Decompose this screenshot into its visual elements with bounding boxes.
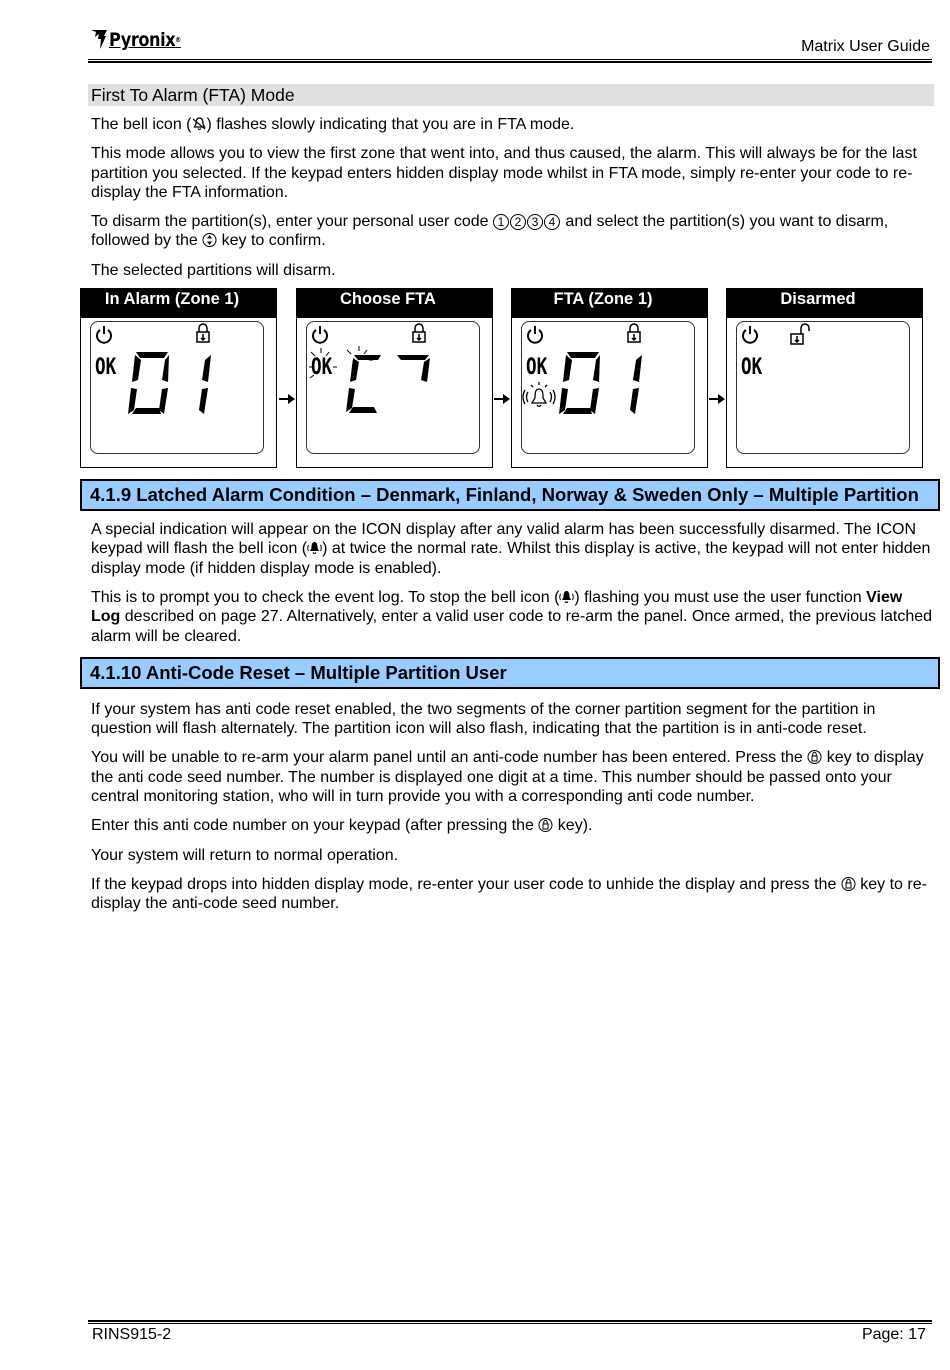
lcd-screen	[521, 321, 695, 454]
ok-indicator: OK	[311, 354, 333, 380]
key-2: 2	[510, 214, 526, 230]
footer-page-number: Page: 17	[861, 1326, 926, 1343]
ok-indicator: OK	[741, 354, 763, 380]
keypad-display-sequence	[80, 288, 934, 470]
guide-title: Matrix User Guide	[801, 38, 930, 55]
power-icon	[528, 326, 542, 343]
fta-paragraph-2: This mode allows you to view the first zone that went into, and thus caused, the alarm. This will always be for the last partition you selected. If the keypad enters hidden display mode whilst in FTA mode, simply re-enter your code to re-display the FTA information.	[91, 145, 917, 201]
lock-key-icon	[807, 749, 822, 765]
lock-icon	[197, 324, 209, 342]
pyronix-logo	[90, 28, 193, 50]
bell-flash-icon	[307, 540, 322, 556]
view-log-link-text: View Log	[91, 588, 903, 626]
panel-title: Disarmed	[727, 289, 922, 318]
page-content	[88, 84, 934, 914]
power-icon	[743, 326, 757, 343]
panel-in-alarm	[80, 288, 277, 468]
fta-paragraph-3: To disarm the partition(s), enter your personal user code 1 2 3 4 and select the partition(s) you want to disarm, followed by the key to confirm.	[91, 213, 889, 250]
footer-rule	[88, 1320, 932, 1324]
latched-paragraph-1: A special indication will appear on the ICON display after any valid alarm has been successfully disarmed. The ICON keypad will flash the bell icon ( ) at twice the normal rate. Whilst this display is active, the keypad will not enter hidden display mode (if hidden display mode is enabled).	[91, 521, 931, 577]
power-icon	[97, 326, 111, 343]
key-1: 1	[493, 214, 509, 230]
unlock-icon	[791, 324, 809, 344]
seven-seg-digits	[346, 355, 430, 413]
anticode-paragraph-5: If the keypad drops into hidden display mode, re-enter your user code to unhide the display and press the key to re-display the anti-code seed number.	[91, 875, 927, 913]
logo-flame-icon	[90, 28, 108, 50]
anticode-paragraph-1: If your system has anti code reset enabled, the two segments of the corner partition segment for the partition in question will flash alternately. The partition icon will also flash, indicating that the partition is in anti-code reset.	[91, 700, 876, 738]
key-4: 4	[544, 214, 560, 230]
lock-icon	[413, 324, 425, 342]
logo-wordmark: Pyronix®	[109, 29, 181, 51]
seven-seg-digits	[128, 352, 211, 414]
key-3: 3	[527, 214, 543, 230]
panel-title: In Alarm (Zone 1)	[81, 289, 276, 318]
lcd-screen	[90, 321, 264, 454]
header-rule	[88, 59, 932, 63]
panel-title: Choose FTA	[297, 289, 492, 318]
ok-indicator: OK	[526, 354, 548, 380]
bell-flash-icon	[559, 589, 574, 605]
arrow-right-icon	[494, 394, 510, 404]
latched-paragraph-2: This is to prompt you to check the event log. To stop the bell icon ( ) flashing you must use the user function View Log described on page 27. Alternatively, enter a valid user code to re-arm the panel. Once armed, the previous latched alarm will be cleared.	[91, 588, 933, 645]
confirm-key-icon	[202, 232, 217, 248]
fta-paragraph-4: The selected partitions will disarm.	[91, 261, 336, 279]
panel-fta-zone	[511, 288, 708, 468]
arrow-right-icon	[709, 394, 725, 404]
panel-disarmed	[726, 288, 923, 468]
lock-key-icon	[841, 876, 856, 892]
footer-doc-id: RINS915-2	[92, 1326, 172, 1343]
lcd-content	[522, 322, 694, 453]
arrow-right-icon	[279, 394, 295, 404]
anticode-paragraph-3: Enter this anti code number on your keypad (after pressing the key).	[91, 817, 593, 835]
panel-choose-fta	[296, 288, 493, 468]
lcd-screen	[306, 321, 480, 454]
section-4-1-10-heading: 4.1.10 Anti-Code Reset – Multiple Partition User	[80, 657, 940, 689]
lcd-content	[737, 322, 909, 453]
lock-icon	[628, 324, 640, 342]
anticode-paragraph-2: You will be unable to re-arm your alarm panel until an anti-code number has been entered. Press the key to display the anti code seed number. The number is displayed one digit at a time. This number should be passed onto your central monitoring station, who will in turn provide you with a corresponding anti code number.	[91, 749, 924, 806]
ok-indicator: OK	[95, 354, 117, 380]
lcd-screen	[736, 321, 910, 454]
anticode-paragraph-4: Your system will return to normal operation.	[91, 846, 399, 864]
fta-paragraph-1: The bell icon ( ) flashes slowly indicating that you are in FTA mode.	[91, 116, 575, 133]
lcd-content	[91, 322, 263, 453]
lock-key-icon	[538, 817, 553, 833]
power-icon	[313, 326, 327, 343]
bell-icon	[192, 116, 207, 132]
seven-seg-digits	[559, 352, 642, 414]
panel-title: FTA (Zone 1)	[512, 289, 707, 318]
fta-heading: First To Alarm (FTA) Mode	[88, 84, 934, 106]
lcd-content	[307, 322, 479, 453]
section-4-1-9-heading: 4.1.9 Latched Alarm Condition – Denmark, Finland, Norway & Sweden Only – Multiple Partition	[80, 479, 940, 511]
bell-alarm-icon	[523, 382, 555, 407]
